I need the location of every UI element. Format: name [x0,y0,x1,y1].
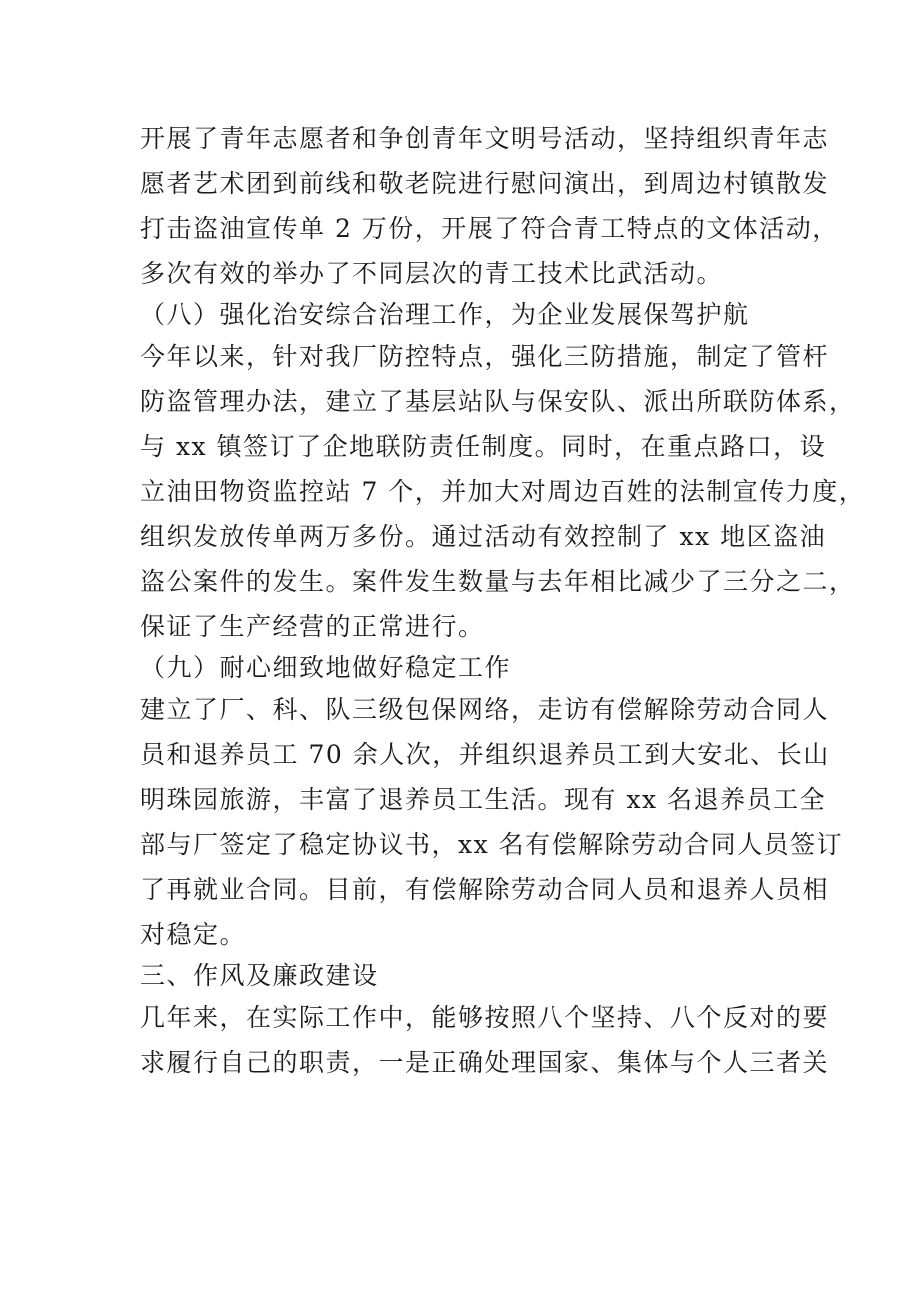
paragraph-security [140,334,866,649]
text-line: 今年以来，针对我厂防控特点，强化三防措施，制定了管杆 [140,342,830,371]
heading-text: （八）强化治安综合治理工作，为企业发展保驾护航 [140,300,750,329]
text-line: 保证了生产经营的正常进行。 [140,612,485,641]
text-line: 求履行自己的职责，一是正确处理国家、集体与个人三者关 [140,1048,830,1077]
text-line: 对稳定。 [140,920,247,949]
text-line: 几年来，在实际工作中，能够按照八个坚持、八个反对的要 [140,1003,830,1032]
paragraph-stability [140,687,844,957]
text-line: 了再就业合同。目前，有偿解除劳动合同人员和退养人员相 [140,875,830,904]
text-line: 多次有效的举办了不同层次的青工技术比武活动。 [140,259,724,288]
text-line: 员和退养员工 70 余人次，并组织退养员工到大安北、长山 [140,740,830,769]
section-heading-3 [140,957,788,995]
text-line: 立油田物资监控站 7 个，并加大对周边百姓的法制宣传力度， [140,477,866,506]
text-line: 与 xx 镇签订了企地联防责任制度。同时，在重点路口，设 [140,432,827,461]
text-line: 组织发放传单两万多份。通过活动有效控制了 xx 地区盗油 [140,522,827,551]
section-heading-9 [140,649,788,687]
text-line: 防盗管理办法，建立了基层站队与保安队、派出所联防体系， [140,387,856,416]
heading-text: 三、作风及廉政建设 [140,961,379,990]
heading-text: （九）耐心细致地做好稳定工作 [140,653,512,682]
section-heading-8 [140,296,788,334]
text-line: 打击盗油宣传单 2 万份，开展了符合青工特点的文体活动， [140,214,839,243]
text-line: 开展了青年志愿者和争创青年文明号活动，坚持组织青年志 [140,124,830,153]
text-line: 部与厂签定了稳定协议书，xx 名有偿解除劳动合同人员签订 [140,830,844,859]
text-line: 愿者艺术团到前线和敬老院进行慰问演出，到周边村镇散发 [140,169,830,198]
text-line: 建立了厂、科、队三级包保网络，走访有偿解除劳动合同人 [140,695,830,724]
text-line: 盗公案件的发生。案件发生数量与去年相比减少了三分之二， [140,567,856,596]
text-line: 明珠园旅游，丰富了退养员工生活。现有 xx 名退养员工全 [140,785,827,814]
document-body [140,116,866,1085]
paragraph-conduct [140,995,830,1085]
paragraph-youth-activities [140,116,839,296]
